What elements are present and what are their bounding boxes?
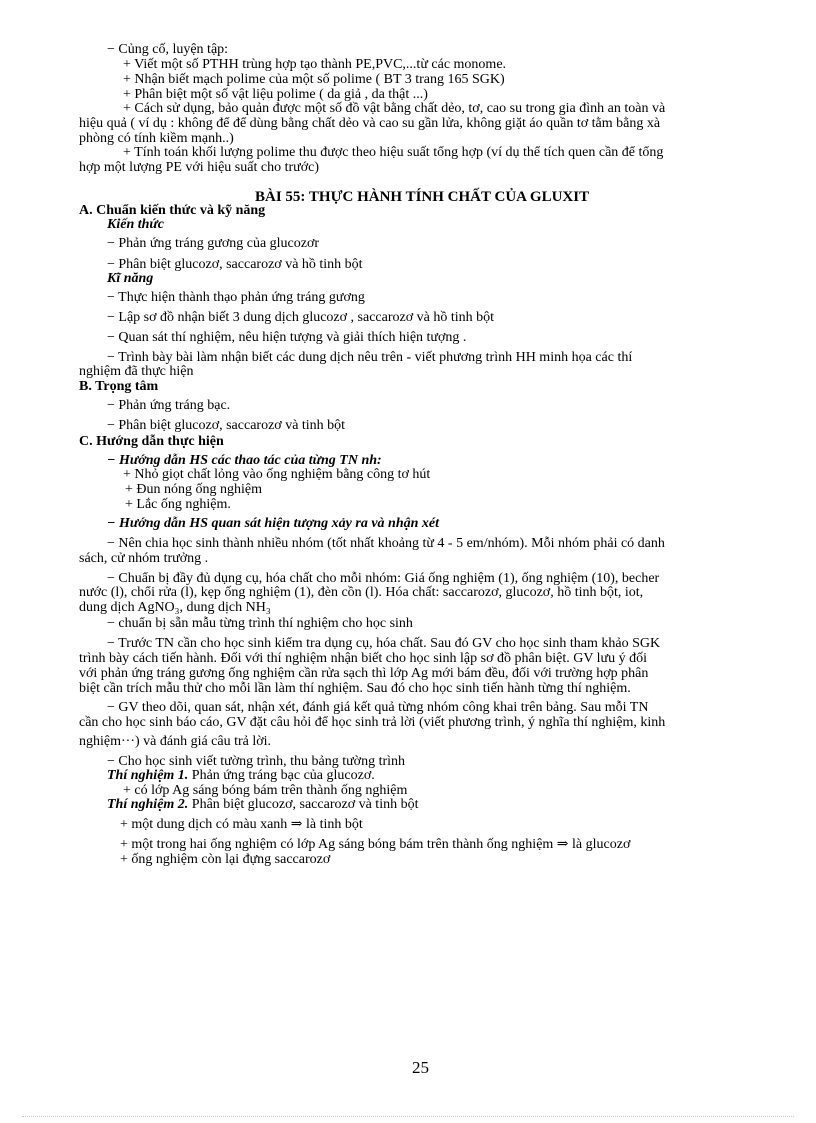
text-line: cần cho học sinh báo cáo, GV đặt câu hỏi để học sinh trả lời (viết phương trình, ý nghĩa thí nghiệm, kinh: [79, 715, 666, 730]
page-divider: [22, 1116, 794, 1117]
text-line: + Đun nóng ống nghiệm: [125, 482, 262, 497]
experiment-1: [107, 768, 375, 784]
text-line: + Viết một số PTHH trùng hợp tạo thành PE,PVC,...từ các monome.: [123, 57, 507, 72]
text-line: − Nên chia học sinh thành nhiều nhóm (tốt nhất khoảng từ 4 - 5 em/nhóm). Mỗi nhóm phải có danh: [107, 536, 665, 551]
text-line: − Củng cố, luyện tập:: [107, 42, 229, 57]
section-heading-c: C. Hướng dẫn thực hiện: [79, 434, 224, 449]
text-line: + một trong hai ống nghiệm có lớp Ag sáng bóng bám trên thành ống nghiệm ⇒ là glucozơ: [120, 837, 631, 852]
text-line: − Phân biệt glucozơ, saccarozơ và hồ tinh bột: [107, 257, 363, 272]
text-line: + có lớp Ag sáng bóng bám trên thành ống nghiệm: [123, 783, 408, 798]
text-line: hiệu quả ( ví dụ : không để để dùng bằng chất dẻo và cao su gần lửa, không giặt áo quần tơ tằm bằng xà: [79, 116, 661, 131]
text-line: nước (l), chổi rửa (l), kẹp ống nghiệm (1), đèn cồn (l). Hóa chất: saccarozơ, glucozơ, hồ tinh bột, iot,: [79, 585, 644, 600]
text-line: trình bày cách tiến hành. Đối với thí nghiệm nhận biết cho học sinh lập sơ đồ phân biệt. GV lưu ý đối: [79, 651, 648, 666]
text-line: − chuẩn bị sẵn mẫu từng trình thí nghiệm cho học sinh: [107, 616, 413, 631]
text-line: + Phân biệt một số vật liệu polime ( da giả , da thật ...): [123, 87, 428, 102]
text-line: − Phản ứng tráng gương của glucozơr: [107, 236, 320, 251]
text-line: với phản ứng tráng gương ống nghiệm cần rửa sạch thì lớp Ag mới bám đều, đối với trường hợp phân: [79, 666, 649, 681]
text-line: hợp một lượng PE với hiệu suất cho trước): [79, 160, 319, 175]
text-line: dung dịch AgNO₃, dung dịch NH₃: [79, 600, 271, 615]
text-line: phòng có tính kiềm mạnh..): [79, 131, 234, 146]
text-line: − Trước TN cần cho học sinh kiểm tra dụng cụ, hóa chất. Sau đó GV cho học sinh tham khảo SGK: [107, 636, 661, 651]
text-line: biệt cần trích mẫu thử cho mỗi lần làm thí nghiệm. Sau đó cho học sinh tiến hành từng thí nghiệm.: [79, 681, 631, 696]
subheading: Kiến thức: [107, 217, 165, 232]
text-line: − Thực hiện thành thạo phản ứng tráng gương: [107, 290, 365, 305]
text-line: sách, cử nhóm trưởng .: [79, 551, 209, 566]
experiment-2-label: Thí nghiệm 2.: [107, 797, 189, 812]
text-line: − Cho học sinh viết tường trình, thu bảng tường trình: [107, 754, 406, 769]
lesson-title: BÀI 55: THỰC HÀNH TÍNH CHẤT CỦA GLUXIT: [255, 189, 590, 205]
section-heading-a: A. Chuẩn kiến thức và kỹ năng: [79, 203, 266, 218]
text-line: − Quan sát thí nghiệm, nêu hiện tượng và giải thích hiện tượng .: [107, 330, 467, 345]
text-line: − Phản ứng tráng bạc.: [107, 398, 231, 413]
text-line: + Lắc ống nghiệm.: [125, 497, 231, 512]
page-number: 25: [412, 1058, 429, 1077]
text-line: nghiệm đã thực hiện: [79, 364, 194, 379]
subheading: − Hướng dẫn HS các thao tác của từng TN nh:: [107, 453, 382, 468]
text-line: + Nhận biết mạch polime của một số polime ( BT 3 trang 165 SGK): [123, 72, 505, 87]
text-line: − GV theo dõi, quan sát, nhận xét, đánh giá kết quả từng nhóm công khai trên bảng. Sau mỗi TN: [107, 700, 649, 715]
subheading: Kĩ năng: [107, 271, 154, 286]
text-line: + Tính toán khối lượng polime thu được theo hiệu suất tổng hợp (ví dụ thể tích quen cần để tổng: [123, 145, 664, 160]
experiment-1-label: Thí nghiệm 1.: [107, 768, 189, 783]
experiment-2: [107, 797, 418, 813]
text-line: − Lập sơ đồ nhận biết 3 dung dịch glucozơ , saccarozơ và hồ tinh bột: [107, 310, 495, 325]
text-line: nghiệm···) và đánh giá câu trả lời.: [79, 734, 272, 749]
text-line: − Phân biệt glucozơ, saccarozơ và tinh bột: [107, 418, 346, 433]
text-line: + Cách sử dụng, bảo quản được một số đồ vật bằng chất dẻo, tơ, cao su trong gia đình an toàn và: [123, 101, 666, 116]
text-line: − Chuẩn bị đầy đủ dụng cụ, hóa chất cho mỗi nhóm: Giá ống nghiệm (1), ống nghiệm (10), becher: [107, 571, 660, 586]
section-heading-b: B. Trọng tâm: [79, 379, 159, 394]
text-line: − Trình bày bài làm nhận biết các dung dịch nêu trên - viết phương trình HH minh họa các thí: [107, 350, 633, 365]
text-line: + ống nghiệm còn lại đựng saccarozơ: [120, 852, 331, 867]
experiment-2-text: Phân biệt glucozơ, saccarozơ và tinh bột: [188, 797, 419, 812]
text-line: + Nhỏ giọt chất lỏng vào ống nghiệm bằng công tơ hút: [123, 467, 431, 482]
experiment-1-text: Phản ứng tráng bạc của glucozơ.: [188, 768, 375, 783]
text-line: + một dung dịch có màu xanh ⇒ là tinh bột: [120, 817, 363, 832]
subheading: − Hướng dẫn HS quan sát hiện tượng xảy ra và nhận xét: [107, 516, 440, 531]
